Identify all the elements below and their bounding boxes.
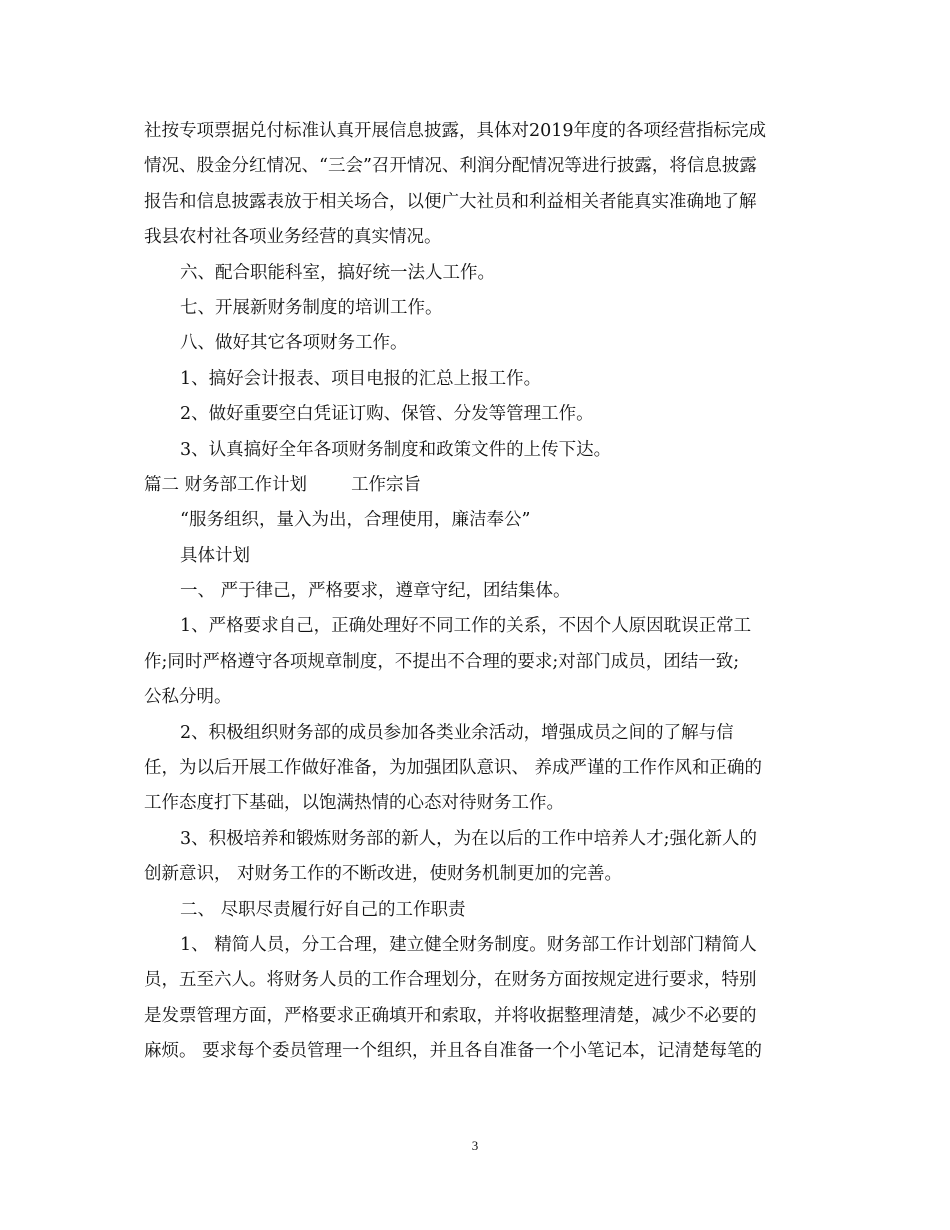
text-line: 报告和信息披露表放于相关场合，以便广大社员和利益相关者能真实准确地了解 bbox=[144, 191, 757, 212]
text-line: 员，五至六人。将财务人员的工作合理划分，在财务方面按规定进行要求，特别 bbox=[144, 970, 757, 991]
text-line: 1、搞好会计报表、项目电报的汇总上报工作。 bbox=[180, 368, 542, 389]
page-number: 3 bbox=[471, 1138, 479, 1153]
text-line: 3、认真搞好全年各项财务制度和政策文件的上传下达。 bbox=[180, 439, 612, 460]
text-line: 六、配合职能科室，搞好统一法人工作。 bbox=[180, 262, 495, 283]
text-line: “服务组织，量入为出，合理使用，廉洁奉公” bbox=[180, 510, 531, 531]
text-line: 七、开展新财务制度的培训工作。 bbox=[180, 297, 443, 318]
section-heading: 篇二 财务部工作计划 bbox=[144, 474, 308, 495]
text-line: 2、积极组织财务部的成员参加各类业余活动，增强成员之间的了解与信 bbox=[180, 722, 734, 743]
text-line: 二、 尽职尽责履行好自己的工作职责 bbox=[180, 899, 466, 920]
text-line: 1、严格要求自己，正确处理好不同工作的关系，不因个人原因耽误正常工 bbox=[180, 616, 752, 637]
text-line: 作;同时严格遵守各项规章制度，不提出不合理的要求;对部门成员，团结一致; bbox=[144, 651, 740, 672]
text-line: 八、做好其它各项财务工作。 bbox=[180, 333, 408, 354]
text-line: 社按专项票据兑付标准认真开展信息披露，具体对2019年度的各项经营指标完成 bbox=[144, 121, 767, 141]
text-line: 一、 严于律己，严格要求，遵章守纪，团结集体。 bbox=[180, 581, 571, 602]
text-line: 任，为以后开展工作做好准备，为加强团队意识、 养成严谨的工作作风和正确的 bbox=[144, 758, 763, 779]
text-line: 是发票管理方面，严格要求正确填开和索取，并将收据整理清楚，减少不必要的 bbox=[144, 1005, 757, 1026]
text-line: 3、积极培养和锻炼财务部的新人，为在以后的工作中培养人才;强化新人的 bbox=[180, 828, 758, 849]
document-body bbox=[144, 114, 809, 1070]
text-line: 我县农村社各项业务经营的真实情况。 bbox=[144, 227, 442, 248]
text-line: 创新意识， 对财务工作的不断改进，使财务机制更加的完善。 bbox=[144, 864, 623, 885]
text-line: 具体计划 bbox=[180, 545, 250, 566]
text-line: 工作态度打下基础，以饱满热情的心态对待财务工作。 bbox=[144, 793, 564, 814]
section-heading-line bbox=[144, 468, 809, 503]
text-line: 公私分明。 bbox=[144, 687, 232, 708]
text-line: 麻烦。 要求每个委员管理一个组织，并且各自准备一个小笔记本，记清楚每笔的 bbox=[144, 1041, 763, 1062]
text-line: 2、做好重要空白凭证订购、保管、分发等管理工作。 bbox=[180, 404, 594, 425]
text-line: 情况、股金分红情况、“三会”召开情况、利润分配情况等进行披露，将信息披露 bbox=[144, 156, 757, 177]
text-line: 1、 精简人员，分工合理，建立健全财务制度。财务部工作计划部门精简人 bbox=[180, 934, 757, 955]
section-subheading: 工作宗旨 bbox=[351, 474, 422, 495]
